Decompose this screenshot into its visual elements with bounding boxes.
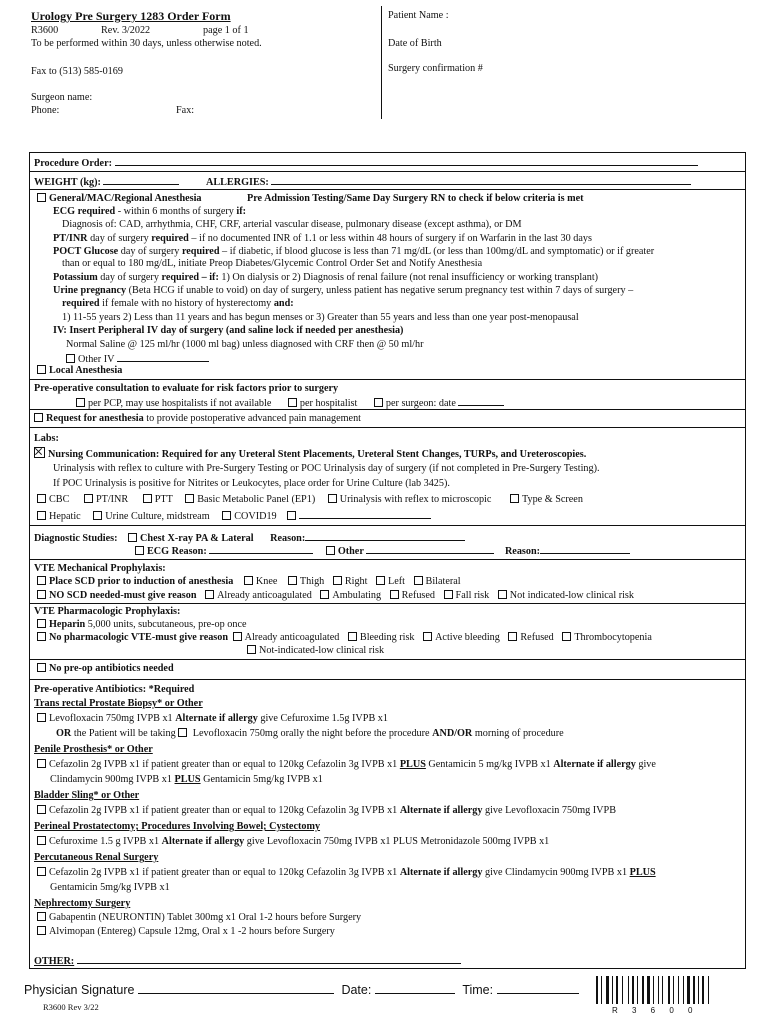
urinalysis-note: Urinalysis with reflex to culture with Pre-Surgery Testing or POC Urinalysis day of surgery (if not completed in Pre-Surgery Testing).: [53, 463, 600, 474]
vte-mechanical-row-2[interactable]: NO SCD needed-must give reason Already anticoagulated Ambulating Refused Fall risk Not indicated-low clinical risk: [37, 590, 634, 602]
header-divider: [381, 6, 382, 119]
type-screen-checkbox[interactable]: [510, 494, 519, 503]
fax-label: Fax:: [176, 105, 195, 116]
other-diagnostic-line[interactable]: [366, 544, 494, 554]
other-antibiotic-label: OTHER:: [34, 956, 75, 967]
dob-field[interactable]: Date of Birth: [388, 38, 442, 49]
fall-risk-checkbox[interactable]: [444, 590, 453, 599]
other-iv-label: Other IV: [78, 354, 115, 365]
time-label: Time:: [462, 983, 494, 997]
time-line[interactable]: [497, 981, 579, 994]
percutaneous-option-line2: Gentamicin 5mg/kg IVPB x1: [50, 882, 170, 893]
heparin-checkbox[interactable]: [37, 619, 46, 628]
ua-microscopic-checkbox[interactable]: [328, 494, 337, 503]
consult-surgeon-checkbox[interactable]: [374, 398, 383, 407]
urine-pregnancy-criteria-line2: required if female with no history of hysterectomy and:: [62, 298, 294, 309]
ambulating-checkbox[interactable]: [320, 590, 329, 599]
other-lab-checkbox[interactable]: [287, 511, 296, 520]
consult-divider: [29, 409, 746, 410]
vte-mechanical-row-1[interactable]: Place SCD prior to induction of anesthesia Knee Thigh Right Left Bilateral: [37, 576, 461, 588]
other-iv-row[interactable]: [66, 352, 209, 366]
weight-row[interactable]: [34, 175, 691, 189]
request-anesthesia-checkbox[interactable]: [34, 413, 43, 422]
weight-divider: [29, 189, 746, 190]
procedure-order-line[interactable]: [115, 156, 698, 166]
labs-row-1[interactable]: CBC PT/INR PTT Basic Metabolic Panel (EP1) Urinalysis with reflex to microscopic Type & Screen: [37, 494, 583, 506]
other-iv-line[interactable]: [117, 352, 209, 362]
vte-mechanical-title: VTE Mechanical Prophylaxis:: [34, 563, 166, 574]
penile-option-line2: Clindamycin 900mg IVPB x1 PLUS Gentamicin 5mg/kg IVPB x1: [50, 774, 323, 785]
pat-note: Pre Admission Testing/Same Day Surgery RN to check if below criteria is met: [247, 193, 584, 204]
other-reason-line[interactable]: [540, 544, 630, 554]
nursing-communication-row[interactable]: Nursing Communication: Required for any Ureteral Stent Placements, Ureteral Stent Changes, TURPs, and Ureteroscopies.: [34, 447, 586, 461]
not-indicated-2-checkbox[interactable]: [247, 645, 256, 654]
percutaneous-cefazolin-checkbox[interactable]: [37, 867, 46, 876]
levofloxacin-oral-checkbox[interactable]: [178, 728, 187, 737]
date-label: Date:: [341, 983, 372, 997]
request-anesthesia-row[interactable]: Request for anesthesia to provide postoperative advanced pain management: [34, 413, 361, 425]
heparin-row[interactable]: Heparin 5,000 units, subcutaneous, pre-op once: [37, 619, 247, 631]
consult-pcp-checkbox[interactable]: [76, 398, 85, 407]
covid19-checkbox[interactable]: [222, 511, 231, 520]
labs-divider: [29, 525, 746, 526]
no-pharm-vte-row[interactable]: No pharmacologic VTE-must give reason Already anticoagulated Bleeding risk Active bleeding Refused Thrombocytopenia: [37, 632, 652, 644]
already-anticoagulated-checkbox[interactable]: [205, 590, 214, 599]
xray-reason-line[interactable]: [305, 531, 465, 541]
diagnostic-row-1[interactable]: Diagnostic Studies: Chest X-ray PA & Lateral Reason:: [34, 531, 465, 545]
trus-title: Trans rectal Prostate Biopsy* or Other: [34, 698, 203, 709]
thrombocytopenia-checkbox[interactable]: [562, 632, 571, 641]
gabapentin-row[interactable]: Gabapentin (NEURONTIN) Tablet 300mg x1 Oral 1-2 hours before Surgery: [37, 912, 361, 924]
active-bleeding-checkbox[interactable]: [423, 632, 432, 641]
barcode-icon: [594, 976, 746, 1008]
bladder-cefazolin-checkbox[interactable]: [37, 805, 46, 814]
poct-criteria: POCT Glucose day of surgery required – if diabetic, if blood glucose is less than 71 mg/dL (or less than 100mg/dL and symptomatic) or if greater: [53, 246, 655, 257]
left-checkbox[interactable]: [376, 576, 385, 585]
normal-saline-text: Normal Saline @ 125 ml/hr (1000 ml bag) unless diagnosed with CRF then @ 50 ml/hr: [66, 339, 424, 350]
alvimopan-row[interactable]: Alvimopan (Entereg) Capsule 12mg, Oral x 1 -2 hours before Surgery: [37, 926, 335, 938]
right-checkbox[interactable]: [333, 576, 342, 585]
no-antibiotics-row[interactable]: No pre-op antibiotics needed: [37, 663, 174, 675]
surgery-confirmation-field[interactable]: Surgery confirmation #: [388, 63, 483, 74]
ecg-reason-line[interactable]: [209, 544, 313, 554]
barcode-text: R 3 6 0 0: [612, 1006, 699, 1015]
other-antibiotic-row[interactable]: [34, 954, 461, 968]
consult-options[interactable]: per PCP, may use hospitalists if not available per hospitalist per surgeon: date: [76, 396, 504, 410]
vte-mech-divider: [29, 603, 746, 604]
date-line[interactable]: [375, 981, 455, 994]
procedure-order-label: Procedure Order:: [34, 158, 112, 169]
penile-cefazolin-checkbox[interactable]: [37, 759, 46, 768]
nephrectomy-title: Nephrectomy Surgery: [34, 898, 131, 909]
labs-row-2[interactable]: Hepatic Urine Culture, midstream COVID19: [37, 509, 431, 523]
refused-checkbox[interactable]: [390, 590, 399, 599]
chest-xray-checkbox[interactable]: [128, 533, 137, 542]
hepatic-checkbox[interactable]: [37, 511, 46, 520]
potassium-criteria: Potassium day of surgery required – if: 1) On dialysis or 2) Diagnosis of renal failure (not renal insufficiency or working transplant): [53, 272, 599, 283]
physician-signature-line[interactable]: [138, 981, 334, 994]
cbc-checkbox[interactable]: [37, 494, 46, 503]
local-anesthesia-label: Local Anesthesia: [49, 365, 123, 376]
other-lab-line[interactable]: [299, 509, 431, 519]
general-anesthesia-row[interactable]: [37, 193, 202, 205]
bilateral-checkbox[interactable]: [414, 576, 423, 585]
procedure-order-row[interactable]: [34, 156, 698, 170]
physician-signature-label: Physician Signature: [24, 983, 135, 997]
footer-revision: R3600 Rev 3/22: [43, 1002, 99, 1012]
no-pharm-vte-checkbox[interactable]: [37, 632, 46, 641]
antibiotics-divider: [29, 679, 746, 680]
page-count: page 1 of 1: [203, 25, 249, 36]
percutaneous-title: Percutaneous Renal Surgery: [34, 852, 159, 863]
weight-line[interactable]: [103, 175, 179, 185]
local-anesthesia-checkbox[interactable]: [37, 365, 46, 374]
diagnostic-divider: [29, 559, 746, 560]
levofloxacin-iv-checkbox[interactable]: [37, 713, 46, 722]
diagnostic-row-2[interactable]: ECG Reason: Other Reason:: [135, 544, 630, 558]
refused-2-checkbox[interactable]: [508, 632, 517, 641]
perineal-title: Perineal Prostatectomy; Procedures Involving Bowel; Cystectomy: [34, 821, 321, 832]
antibiotics-title: Pre-operative Antibiotics: *Required: [34, 684, 195, 695]
patient-name-field[interactable]: Patient Name :: [388, 10, 449, 21]
not-indicated-2-row[interactable]: Not-indicated-low clinical risk: [247, 645, 384, 657]
diagnosis-criteria: Diagnosis of: CAD, arrhythmia, CHF, CRF, arterial vascular disease, pulmonary disease (except asthma), or DM: [62, 219, 522, 230]
ptinr-criteria: PT/INR day of surgery required – if no documented INR of 1.1 or less within 48 hours of surgery if on Warfarin in the last 30 days: [53, 233, 592, 244]
no-scd-checkbox[interactable]: [37, 590, 46, 599]
thigh-checkbox[interactable]: [288, 576, 297, 585]
urine-pregnancy-criteria: Urine pregnancy (Beta HCG if unable to void) on day of surgery, unless patient has negative serum pregnancy test within 7 days of surgery –: [53, 285, 634, 296]
diagnostic-title: Diagnostic Studies:: [34, 533, 118, 544]
already-anticoagulated-2-checkbox[interactable]: [233, 632, 242, 641]
procedure-divider: [29, 171, 746, 172]
consult-hospitalist-checkbox[interactable]: [288, 398, 297, 407]
not-indicated-checkbox[interactable]: [498, 590, 507, 599]
knee-checkbox[interactable]: [244, 576, 253, 585]
bladder-option[interactable]: Cefazolin 2g IVPB x1 if patient greater than or equal to 120kg Cefazolin 3g IVPB x1 Alternate if allergy give Levofloxacin 750mg IVPB: [37, 805, 616, 817]
alvimopan-checkbox[interactable]: [37, 926, 46, 935]
trus-option-2[interactable]: OR the Patient will be taking Levofloxacin 750mg orally the night before the procedure AND/OR morning of procedure: [56, 728, 564, 739]
signature-row[interactable]: [24, 981, 579, 998]
general-anesthesia-label: General/MAC/Regional Anesthesia: [49, 193, 202, 204]
form-number: R3600: [31, 25, 59, 36]
bleeding-risk-checkbox[interactable]: [348, 632, 357, 641]
gabapentin-checkbox[interactable]: [37, 912, 46, 921]
urine-age-criteria: 1) 11-55 years 2) Less than 11 years and has begun menses or 3) Greater than 55 years and less than one year post-menopausal: [62, 312, 579, 323]
other-iv-checkbox[interactable]: [66, 354, 75, 363]
phone-label: Phone:: [31, 105, 60, 116]
ecg-checkbox[interactable]: [135, 546, 144, 555]
bladder-title: Bladder Sling* or Other: [34, 790, 140, 801]
penile-title: Penile Prosthesis* or Other: [34, 744, 153, 755]
ecg-criteria: ECG required - within 6 months of surgery if:: [53, 206, 247, 217]
form-title: Urology Pre Surgery 1283 Order Form: [31, 9, 231, 23]
perineal-option[interactable]: Cefuroxime 1.5 g IVPB x1 Alternate if allergy give Levofloxacin 750mg IVPB x1 PLUS Metronidazole 500mg IVPB x1: [37, 836, 549, 848]
poc-urinalysis-note: If POC Urinalysis is positive for Nitrites or Leukocytes, place order for Urine Culture (lab 3425).: [53, 478, 450, 489]
trus-option-1[interactable]: Levofloxacin 750mg IVPB x1 Alternate if allergy give Cefuroxime 1.5g IVPB x1: [37, 713, 388, 725]
percutaneous-option[interactable]: Cefazolin 2g IVPB x1 if patient greater than or equal to 120kg Cefazolin 3g IVPB x1 Alternate if allergy give Clindamycin 900mg IVPB x1 PLUS: [37, 867, 656, 879]
other-antibiotic-line[interactable]: [77, 954, 461, 964]
surgeon-name-label: Surgeon name:: [31, 92, 93, 103]
allergies-label: ALLERGIES:: [205, 177, 269, 188]
penile-option[interactable]: Cefazolin 2g IVPB x1 if patient greater than or equal to 120kg Cefazolin 3g IVPB x1 PLUS Gentamicin 5 mg/kg IVPB x1 Alternate if allergy give: [37, 759, 656, 771]
request-divider: [29, 427, 746, 428]
allergies-line[interactable]: [271, 175, 691, 185]
consult-title: Pre-operative consultation to evaluate for risk factors prior to surgery: [34, 383, 339, 394]
labs-title: Labs:: [34, 433, 59, 444]
urine-culture-checkbox[interactable]: [93, 511, 102, 520]
bmp-checkbox[interactable]: [185, 494, 194, 503]
perineal-cefuroxime-checkbox[interactable]: [37, 836, 46, 845]
place-scd-checkbox[interactable]: [37, 576, 46, 585]
perform-note: To be performed within 30 days, unless otherwise noted.: [31, 38, 262, 49]
fax-number: Fax to (513) 585-0169: [31, 66, 123, 77]
vte-pharm-divider: [29, 659, 746, 660]
no-antibiotics-checkbox[interactable]: [37, 663, 46, 672]
weight-label: WEIGHT (kg):: [34, 177, 101, 188]
ptinr-checkbox[interactable]: [84, 494, 93, 503]
form-revision: Rev. 3/2022: [101, 25, 151, 36]
poct-criteria-line2: than or equal to 180 mg/dL, initiate Preop Diabetes/Glycemic Control Order Set and Notify Anesthesia: [62, 258, 483, 269]
consult-date-line[interactable]: [458, 396, 504, 406]
ptt-checkbox[interactable]: [143, 494, 152, 503]
iv-instruction: IV: Insert Peripheral IV day of surgery (and saline lock if needed per anesthesia): [53, 325, 404, 336]
general-anesthesia-checkbox[interactable]: [37, 193, 46, 202]
anesthesia-divider: [29, 379, 746, 380]
other-diagnostic-checkbox[interactable]: [326, 546, 335, 555]
vte-pharmacologic-title: VTE Pharmacologic Prophylaxis:: [34, 606, 181, 617]
nursing-communication-checkbox[interactable]: [34, 447, 45, 458]
local-anesthesia-row[interactable]: [37, 365, 122, 377]
